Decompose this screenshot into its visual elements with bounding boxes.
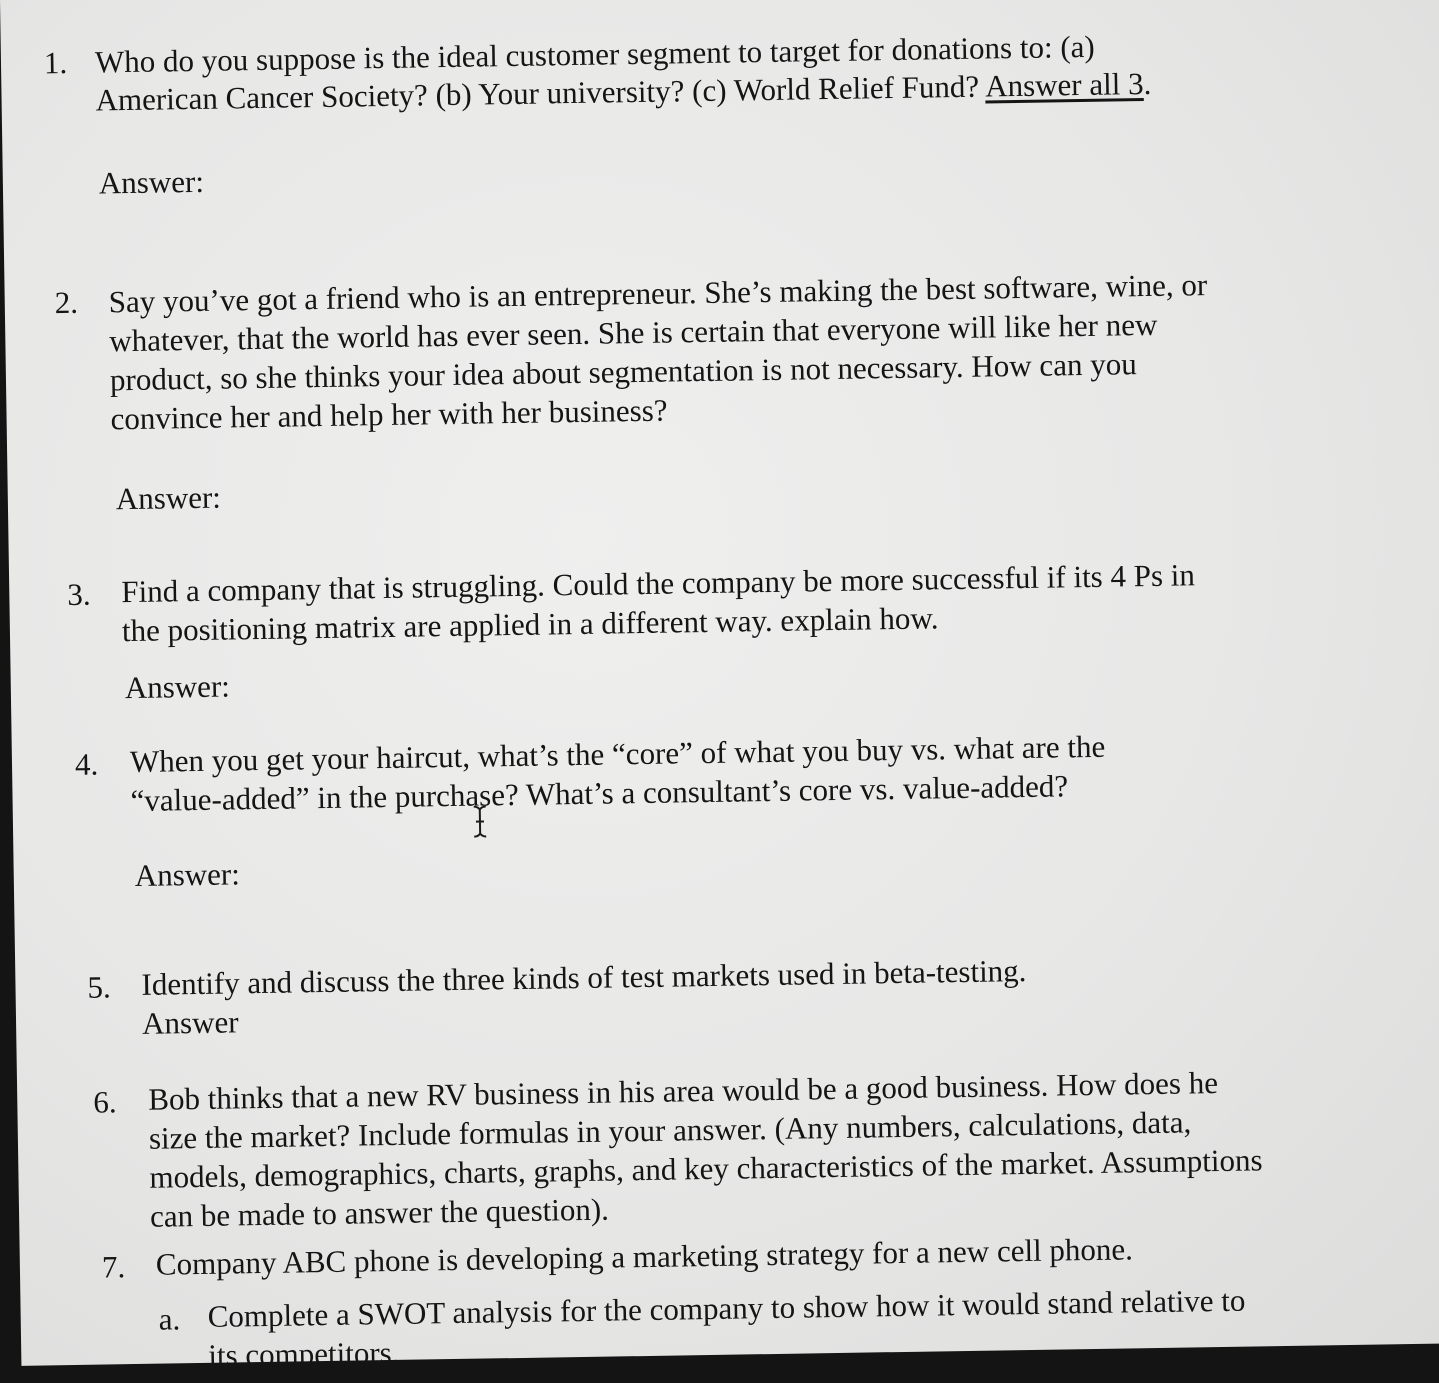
question-2-line-1: Say you’ve got a friend who is an entrepreneur. She’s making the best software, wine, or	[108, 267, 1208, 320]
question-1-line-2-text: American Cancer Society? (b) Your university? (c) World Relief Fund?	[95, 68, 986, 118]
question-7-line-1: Company ABC phone is developing a marketing strategy for a new cell phone.	[155, 1231, 1134, 1282]
question-6-line-4: can be made to answer the question).	[149, 1191, 610, 1234]
question-6-line-1: Bob thinks that a new RV business in his area would be a good business. How does he	[148, 1065, 1219, 1117]
question-5-line-2: Answer	[141, 1004, 239, 1041]
question-2-number: 2.	[54, 284, 79, 321]
question-6-line-3: models, demographics, charts, graphs, and key characteristics of the market. Assumptions	[149, 1142, 1263, 1195]
question-4-answer-label: Answer:	[134, 856, 241, 893]
answer-all-3-emphasis: Answer all 3	[984, 66, 1144, 104]
question-2-line-4: convince her and help her with her business?	[110, 392, 668, 437]
question-2-answer-label: Answer:	[115, 479, 222, 517]
question-7a-line-1: Complete a SWOT analysis for the company to show how it would stand relative to	[207, 1282, 1246, 1334]
question-6-number: 6.	[93, 1084, 117, 1120]
question-2-line-3: product, so she thinks your idea about segmentation is not necessary. How can you	[109, 346, 1137, 398]
question-1-line-1: Who do you suppose is the ideal customer segment to target for donations to: (a)	[94, 28, 1095, 80]
question-3-line-2: the positioning matrix are applied in a different way. explain how.	[121, 600, 939, 649]
question-5-line-1: Identify and discuss the three kinds of test markets used in beta-testing.	[141, 953, 1027, 1002]
question-2-line-2: whatever, that the world has ever seen. She is certain that everyone will like her new	[109, 306, 1158, 359]
question-5-number: 5.	[87, 969, 112, 1005]
question-4-line-1: When you get your haircut, what’s the “core” of what you buy vs. what are the	[129, 728, 1106, 780]
question-7a-letter: a.	[158, 1301, 181, 1337]
question-3-line-1: Find a company that is struggling. Could the company be more successful if its 4 Ps in	[121, 557, 1196, 610]
question-4-line-2: “value-added” in the purchase? What’s a consultant’s core vs. value-added?	[130, 768, 1069, 819]
question-3-answer-label: Answer:	[124, 668, 231, 706]
question-4-number: 4.	[74, 746, 99, 782]
question-1-number: 1.	[43, 44, 68, 81]
question-7-number: 7.	[101, 1249, 126, 1285]
question-1-answer-label: Answer:	[98, 163, 205, 201]
text-cursor-icon	[472, 804, 489, 838]
question-7a-line-2: its competitors.	[208, 1334, 400, 1373]
question-6-line-2: size the market? Include formulas in your answer. (Any numbers, calculations, data,	[148, 1104, 1192, 1156]
question-1-line-2-period: .	[1143, 65, 1152, 102]
question-3-number: 3.	[67, 576, 91, 613]
